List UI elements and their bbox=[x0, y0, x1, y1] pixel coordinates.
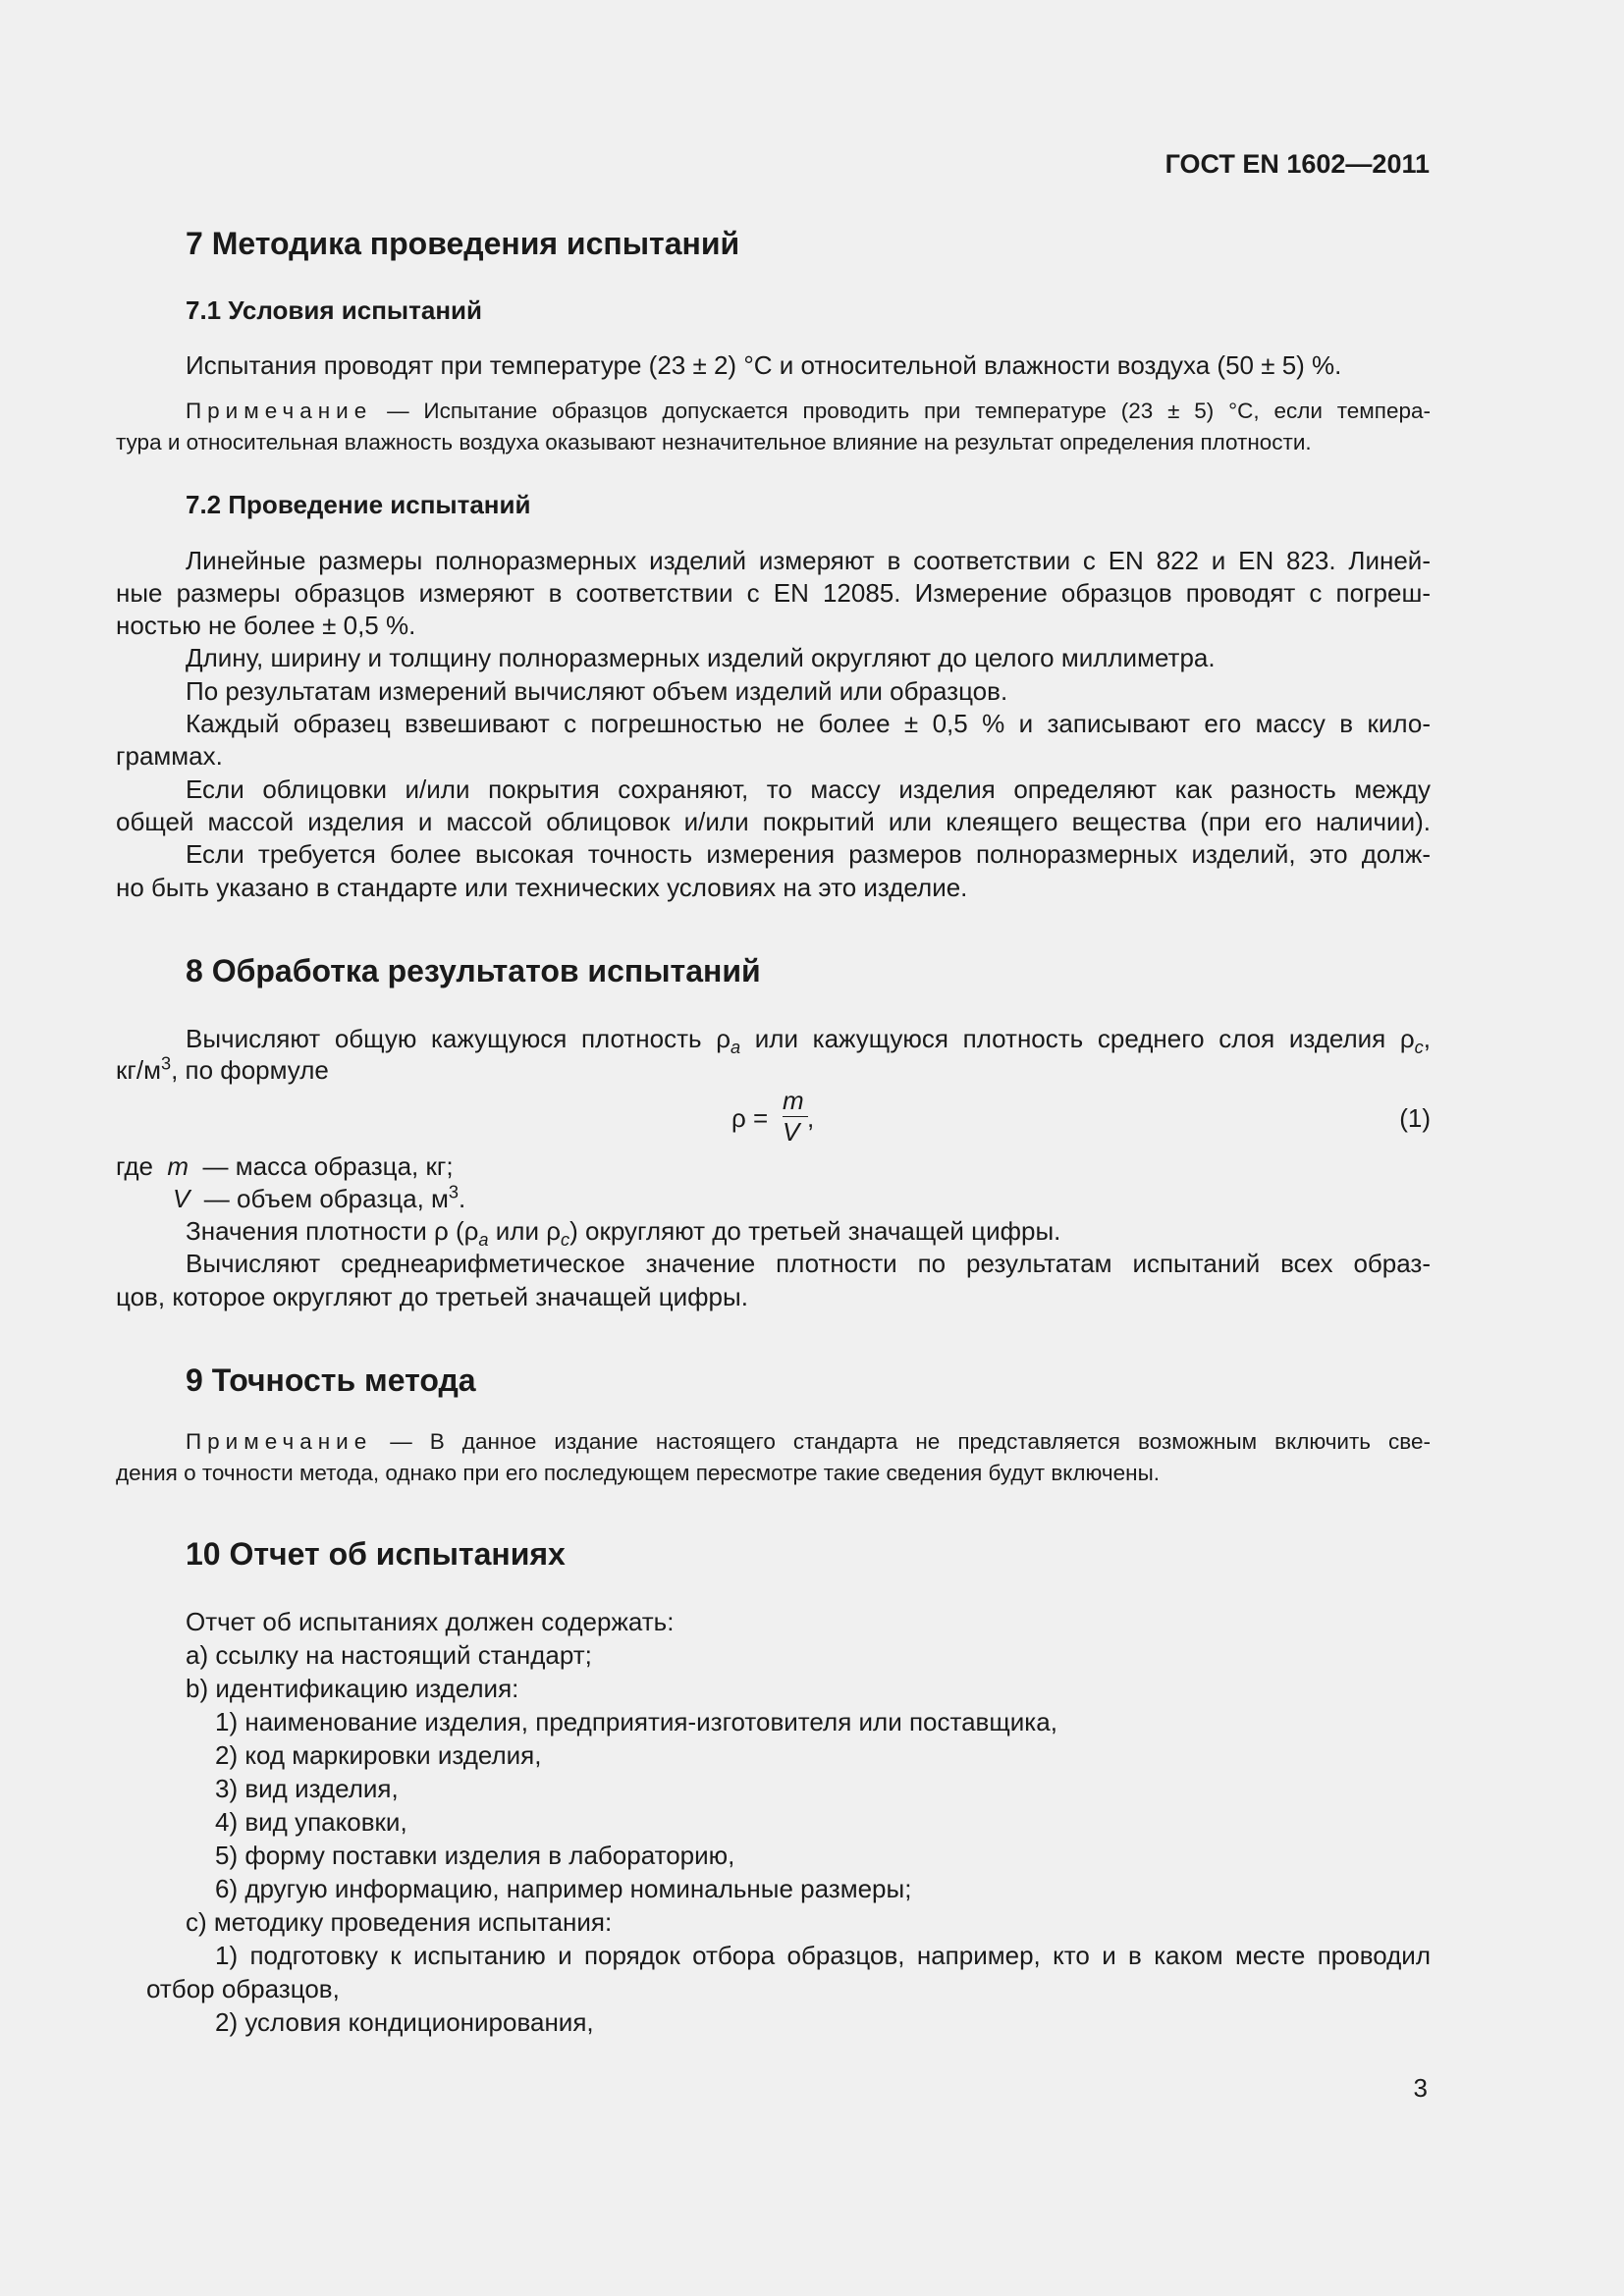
report-item-b: b) идентификацию изделия: bbox=[186, 1674, 519, 1703]
para-7-2-1-line-2: ные размеры образцов измеряют в соответствии с EN 12085. Измерение образцов проводят с погреш- bbox=[116, 578, 1431, 608]
report-item-c1-line-1: 1) подготовку к испытанию и порядок отбора образцов, например, кто и в каком месте проводил bbox=[215, 1941, 1431, 1970]
report-item-b5: 5) форму поставки изделия в лабораторию, bbox=[215, 1841, 735, 1870]
formula-numerator: m bbox=[783, 1086, 804, 1115]
mean-line-1: Вычисляют среднеарифметическое значение плотности по результатам испытаний всех образ- bbox=[186, 1249, 1431, 1278]
document-designation: ГОСТ EN 1602—2011 bbox=[1164, 149, 1430, 179]
para-7-2-1-line-1: Линейные размеры полноразмерных изделий измеряют в соответствии с EN 822 и EN 823. Линей- bbox=[186, 546, 1431, 575]
report-item-b3: 3) вид изделия, bbox=[215, 1774, 399, 1803]
note-7-1-line-1: Примечание — Испытание образцов допускается проводить при температуре (23 ± 5) °С, если темпера- bbox=[186, 399, 1431, 423]
sec8-intro-line-1: Вычисляют общую кажущуюся плотность $\rho_a$ или кажущуюся плотность среднего слоя изделия $\rho_c$, bbox=[186, 1024, 1431, 1058]
para-7-2-1-line-3: ностью не более ± 0,5 %. bbox=[116, 611, 416, 640]
para-7-2-5-line-2: общей массой изделия и массой облицовок и/или покрытий или клеящего вещества (при его наличии). bbox=[116, 807, 1431, 836]
report-item-b4: 4) вид упаковки, bbox=[215, 1807, 407, 1837]
note-label: Примечание bbox=[186, 1429, 373, 1454]
section-8-title: 8 Обработка результатов испытаний bbox=[186, 953, 761, 988]
para-7-2-6-line-1: Если требуется более высокая точность измерения размеров полноразмерных изделий, это долж- bbox=[186, 839, 1431, 869]
para-7-2-4-line-2: граммах. bbox=[116, 741, 223, 771]
page-number: 3 bbox=[1413, 2073, 1428, 2103]
report-item-c1-line-2: отбор образцов, bbox=[146, 1974, 340, 2003]
note-label: Примечание bbox=[186, 399, 373, 423]
section-9-title: 9 Точность метода bbox=[186, 1362, 476, 1398]
report-item-c: c) методику проведения испытания: bbox=[186, 1907, 613, 1937]
report-intro: Отчет об испытаниях должен содержать: bbox=[186, 1607, 675, 1636]
para-7-2-3: По результатам измерений вычисляют объем изделий или образцов. bbox=[186, 676, 1008, 706]
paragraph-test-conditions: Испытания проводят при температуре (23 ± 2) °С и относительной влажности воздуха (50 ± 5) %. bbox=[186, 350, 1342, 380]
subsection-7-1-title: 7.1 Условия испытаний bbox=[186, 295, 482, 325]
note-9-line-1: Примечание — В данное издание настоящего стандарта не представляется возможным включить све- bbox=[186, 1429, 1431, 1454]
para-7-2-5-line-1: Если облицовки и/или покрытия сохраняют, то массу изделия определяют как разность между bbox=[186, 774, 1431, 804]
para-7-2-6-line-2: но быть указано в стандарте или технических условиях на это изделие. bbox=[116, 873, 968, 902]
where-m-line: где m — масса образца, кг; bbox=[116, 1151, 454, 1181]
report-item-b2: 2) код маркировки изделия, bbox=[215, 1740, 542, 1770]
note-9-line-2: дения о точности метода, однако при его последующем пересмотре такие сведения будут включены. bbox=[116, 1461, 1160, 1485]
report-item-c2: 2) условия кондиционирования, bbox=[215, 2007, 594, 2037]
report-item-b6: 6) другую информацию, например номинальные размеры; bbox=[215, 1874, 912, 1903]
formula-denominator: V bbox=[783, 1117, 800, 1147]
sec8-intro-line-2: $кг/м^3$, по формуле bbox=[116, 1053, 329, 1085]
para-7-2-4-line-1: Каждый образец взвешивают с погрешностью не более ± 0,5 % и записывают его массу в кило- bbox=[186, 709, 1431, 738]
formula-number: (1) bbox=[1399, 1103, 1431, 1133]
note-7-1-line-2: тура и относительная влажность воздуха оказывают незначительное влияние на результат определения плотности. bbox=[116, 430, 1312, 454]
rounding-line: Значения плотности ρ ($\rho_a$ или $\rho_c$) округляют до третьей значащей цифры. bbox=[186, 1216, 1061, 1251]
report-item-b1: 1) наименование изделия, предприятия-изготовителя или поставщика, bbox=[215, 1707, 1057, 1736]
mean-line-2: цов, которое округляют до третьей значащей цифры. bbox=[116, 1282, 748, 1311]
where-v-line: V — объем образца, $м^3$. bbox=[173, 1182, 466, 1213]
section-10-title: 10 Отчет об испытаниях bbox=[186, 1536, 566, 1572]
para-7-2-2: Длину, ширину и толщину полноразмерных изделий округляют до целого миллиметра. bbox=[186, 643, 1216, 672]
formula-comma: , bbox=[807, 1103, 815, 1133]
subsection-7-2-title: 7.2 Проведение испытаний bbox=[186, 490, 531, 519]
report-item-a: a) ссылку на настоящий стандарт; bbox=[186, 1640, 592, 1670]
section-7-title: 7 Методика проведения испытаний bbox=[186, 226, 740, 261]
formula-lhs: ρ = bbox=[731, 1103, 769, 1133]
